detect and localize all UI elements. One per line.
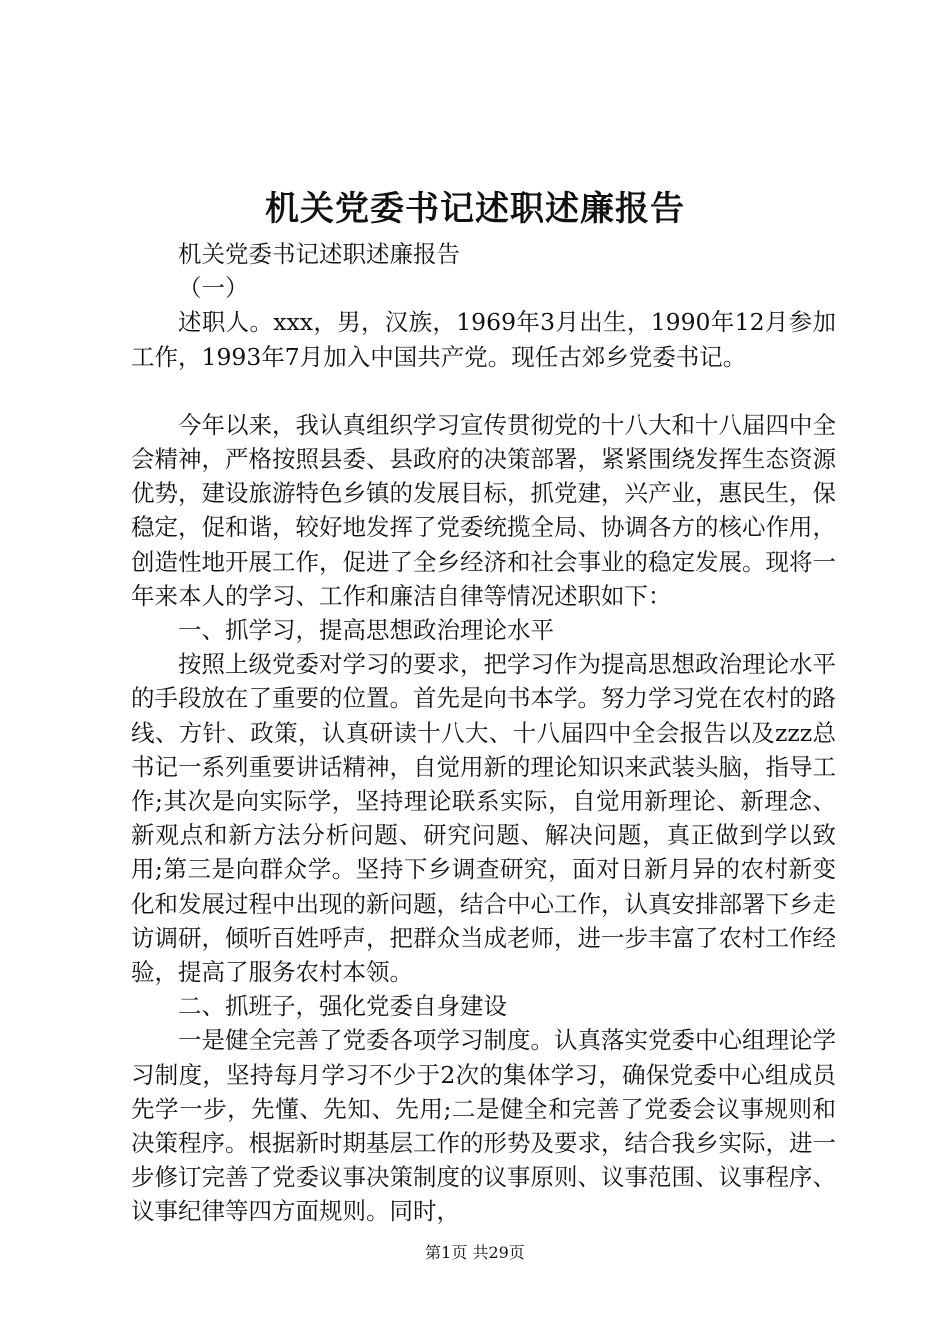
page-number-footer: 第1页 共29页 — [425, 1243, 525, 1262]
heading-team-building: 二、抓班子，强化党委自身建设 — [178, 992, 507, 1021]
paragraph-introduction: 今年以来，我认真组织学习宣传贯彻党的十八大和十八届四中全会精神，严格按照县委、县政府的决策部署，紧紧围绕发挥生态资源优势，建设旅游特色乡镇的发展目标，抓党建，兴产业，惠民生，保稳定，促和谐，较好地发挥了党委统揽全局、协调各方的核心作用，创造性地开展工作，促进了全乡经济和社会事业的稳定发展。现将一年来本人的学习、工作和廉洁自律等情况述职如下： — [131, 410, 836, 610]
paragraph-reporter-info: 述职人。xxx，男，汉族，1969年3月出生，1990年12月参加工作，1993年7月加入中国共产党。现任古郊乡党委书记。 — [131, 308, 836, 371]
heading-study: 一、抓学习，提高思想政治理论水平 — [178, 616, 554, 645]
paragraph-study: 按照上级党委对学习的要求，把学习作为提高思想政治理论水平的手段放在了重要的位置。首先是向书本学。努力学习党在农村的路线、方针、政策，认真研读十八大、十八届四中全会报告以及zzz总书记一系列重要讲话精神，自觉用新的理论知识来武装头脑，指导工作;其次是向实际学，坚持理论联系实际，自觉用新理论、新理念、新观点和新方法分析问题、研究问题、解决问题，真正做到学以致用;第三是向群众学。坚持下乡调查研究，面对日新月异的农村新变化和发展过程中出现的新问题，结合中心工作，认真安排部署下乡走访调研，倾听百姓呼声，把群众当成老师，进一步丰富了农村工作经验，提高了服务农村本领。 — [131, 650, 836, 987]
document-body — [131, 237, 836, 1229]
paragraph-section-number: （一） — [178, 274, 249, 303]
paragraph-subtitle: 机关党委书记述职述廉报告 — [178, 240, 460, 268]
document-title: 机关党委书记述职述廉报告 — [265, 189, 685, 229]
paragraph-team-building: 一是健全完善了党委各项学习制度。认真落实党委中心组理论学习制度，坚持每月学习不少于2次的集体学习，确保党委中心组成员先学一步，先懂、先知、先用;二是健全和完善了党委会议事规则和决策程序。根据新时期基层工作的形势及要求，结合我乡实际，进一步修订完善了党委议事决策制度的议事原则、议事范围、议事程序、议事纪律等四方面规则。同时， — [131, 1026, 836, 1226]
